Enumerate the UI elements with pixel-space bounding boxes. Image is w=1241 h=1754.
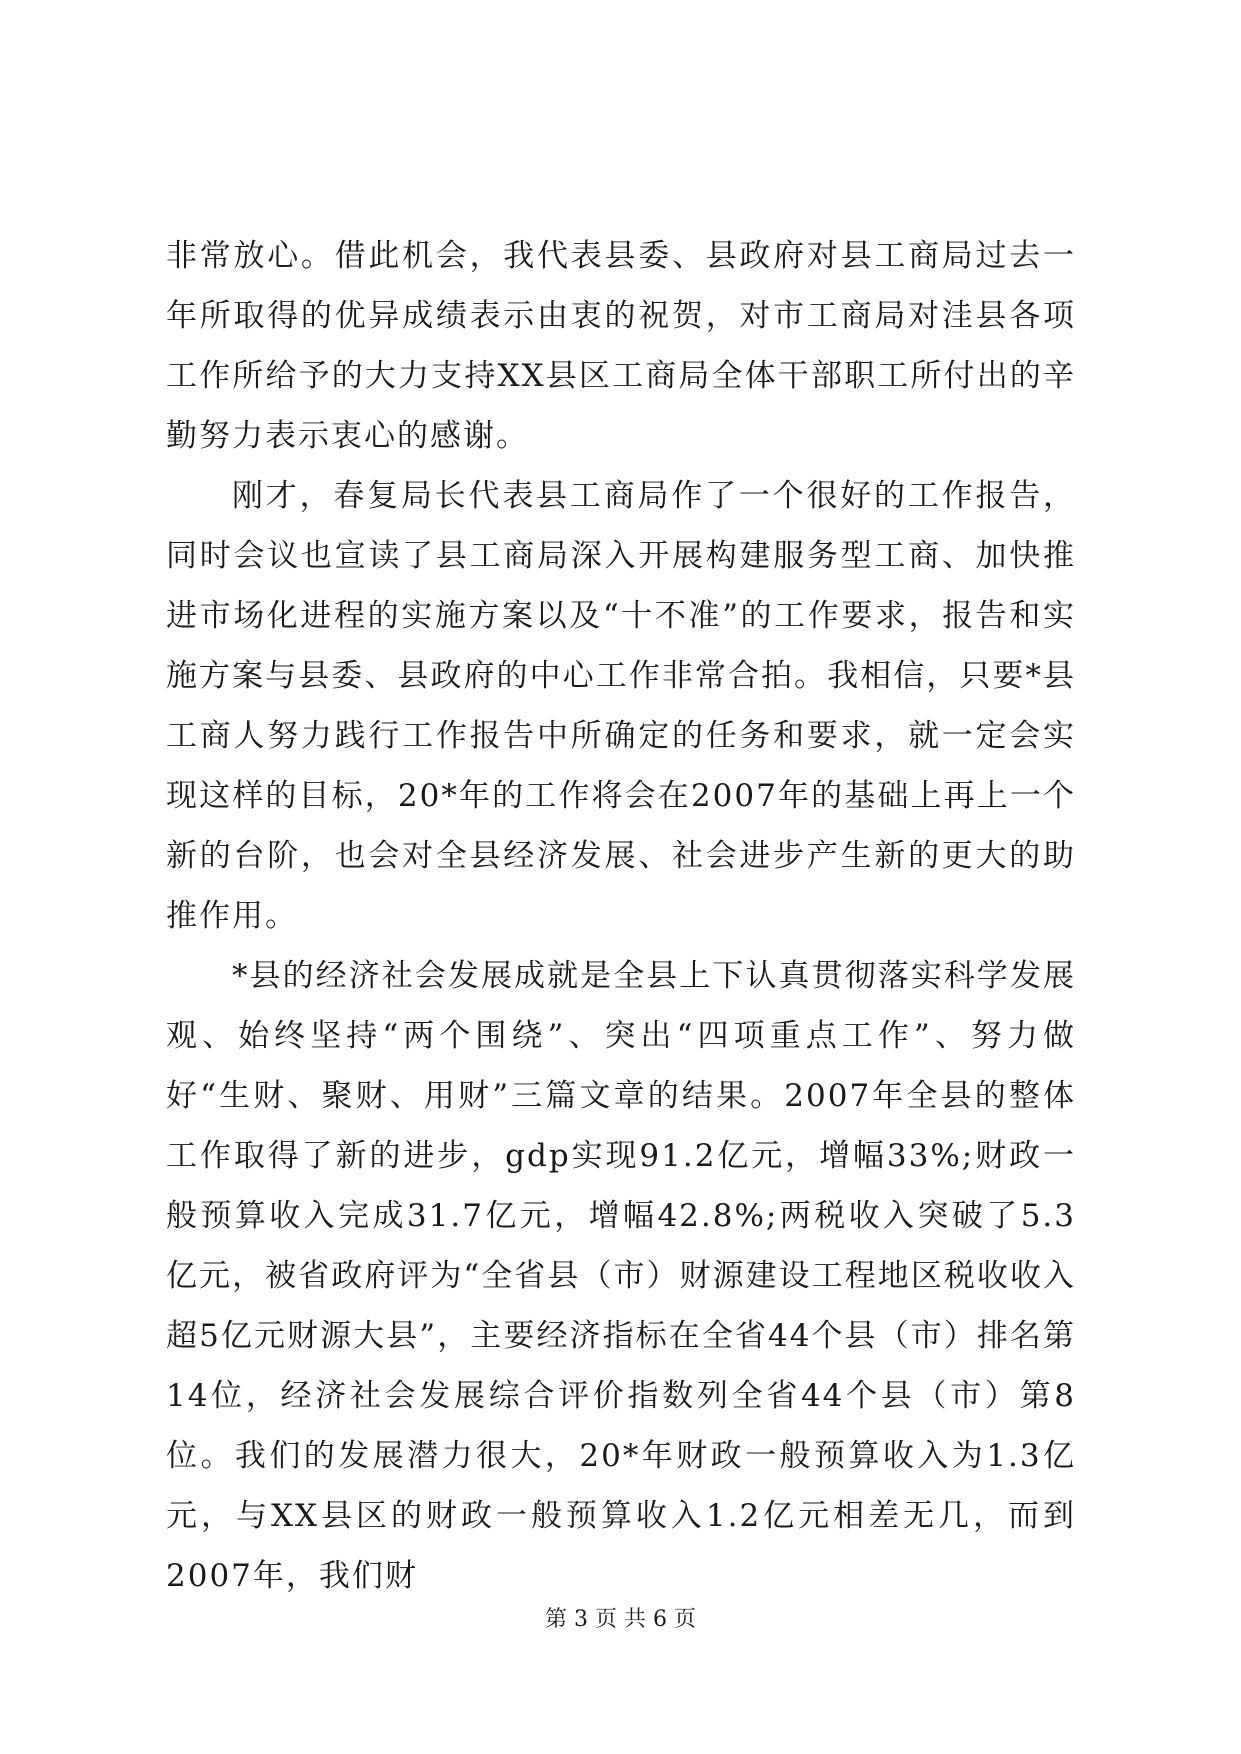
- page-number-label: 第 3 页 共 6 页: [545, 1607, 696, 1632]
- page-footer: [0, 1602, 1241, 1633]
- paragraph-1: 非常放心。借此机会，我代表县委、县政府对县工商局过去一年所取得的优异成绩表示由衷的祝贺，对市工商局对洼县各项工作所给予的大力支持XX县区工商局全体干部职工所付出的辛勤努力表示衷心的感谢。: [166, 238, 1076, 454]
- paragraph-2: 刚才，春复局长代表县工商局作了一个很好的工作报告，同时会议也宣读了县工商局深入开展构建服务型工商、加快推进市场化进程的实施方案以及“十不准”的工作要求，报告和实施方案与县委、县政府的中心工作非常合拍。我相信，只要*县工商人努力践行工作报告中所确定的任务和要求，就一定会实现这样的目标，20*年的工作将会在2007年的基础上再上一个新的台阶，也会对全县经济发展、社会进步产生新的更大的助推作用。: [166, 478, 1076, 934]
- body-text: [166, 226, 1076, 1606]
- paragraph-3: *县的经济社会发展成就是全县上下认真贯彻落实科学发展观、始终坚持“两个围绕”、突出“四项重点工作”、努力做好“生财、聚财、用财”三篇文章的结果。2007年全县的整体工作取得了新的进步，gdp实现91.2亿元，增幅33%;财政一般预算收入完成31.7亿元，增幅42.8%;两税收入突破了5.3亿元，被省政府评为“全省县（市）财源建设工程地区税收收入超5亿元财源大县”，主要经济指标在全省44个县（市）排名第14位，经济社会发展综合评价指数列全省44个县（市）第8位。我们的发展潜力很大，20*年财政一般预算收入为1.3亿元，与XX县区的财政一般预算收入1.2亿元相差无几，而到2007年，我们财: [166, 958, 1076, 1594]
